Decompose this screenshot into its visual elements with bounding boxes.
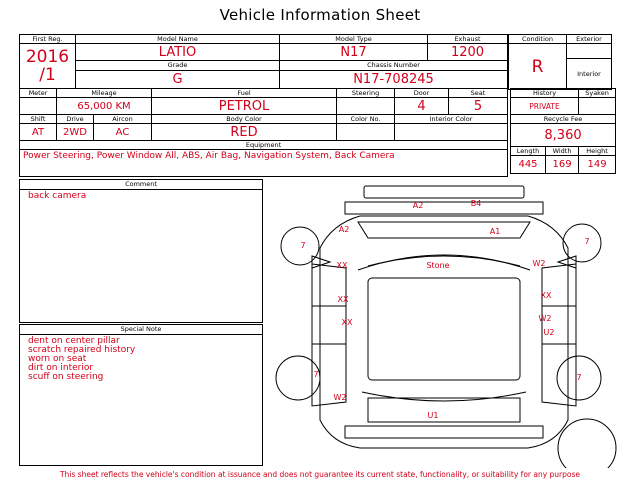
comment-text: back camera [28,191,87,201]
left-side-panel [312,264,346,406]
hood-shape [358,222,530,238]
roof [368,278,520,380]
mark-u1: U1 [427,411,439,420]
condition-value: R [509,44,567,90]
first-reg-value [20,44,76,89]
interior-color-label: Interior Color [395,115,508,124]
special-note-text: dent on center pillar scratch repaired history worn on seat dirt on interior scuff on steering [28,336,136,382]
steering-value [337,98,395,115]
special-note-label: Special Note [20,325,262,335]
mark-a1: A1 [489,227,501,236]
history-label: History [511,89,579,98]
disclaimer-footer: This sheet reflects the vehicle's condition at issuance and does not guarantee its current state, functionality, or suitability for any purpose [59,470,581,479]
seat-value: 5 [449,98,508,115]
drive-label: Drive [57,115,94,124]
mileage-value: 65,000 KM [57,98,152,115]
length-label: Length [511,147,546,156]
mark-b4: B4 [470,199,482,208]
mark-w2-front-right: W2 [532,259,546,268]
color-no-value [337,124,395,141]
steering-label: Steering [337,89,395,98]
mark-stone: Stone [426,261,450,270]
mark-u2: U2 [543,328,555,337]
interior-label: Interior [567,59,612,90]
aircon-label: Aircon [94,115,152,124]
width-label: Width [546,147,579,156]
width-value: 169 [546,156,579,174]
condition-table [508,34,612,90]
grade-label: Grade [76,61,280,71]
door-label: Door [395,89,449,98]
mark-tire-rear-left: 7 [313,370,319,379]
body-color-label: Body Color [152,115,337,124]
sheet-title: Vehicle Information Sheet [219,6,421,24]
mark-xx-mid-left: XX [337,295,349,304]
shift-value: AT [20,124,57,141]
comment-label: Comment [20,180,262,190]
chassis-label: Chassis Number [280,61,508,71]
recycle-fee-label: Recycle Fee [511,115,616,124]
exhaust-label: Exhaust [428,35,508,44]
specs-table [19,88,508,177]
syaken-value [579,98,616,115]
vehicle-info-table [19,34,508,89]
mark-xx-rear-left: XX [341,318,353,327]
door-value: 4 [395,98,449,115]
mark-xx-front-left: XX [336,261,348,270]
rear-bumper [345,426,543,438]
exterior-label: Exterior [567,35,612,44]
spare-tire [558,419,616,468]
mark-a2-hood: A2 [412,201,424,210]
mark-xx-mid-right: XX [540,291,552,300]
comment-box [19,179,263,323]
front-bumper [364,186,524,198]
first-reg-month: /1 [39,65,56,85]
height-value: 149 [579,156,616,174]
mark-w2-rear: W2 [333,393,347,402]
tire-front-right [563,224,601,262]
interior-color-value [395,124,508,141]
model-name-value: LATIO [76,44,280,61]
mark-tire-front-right: 7 [584,237,590,246]
fuel-value: PETROL [152,98,337,115]
seat-label: Seat [449,89,508,98]
recycle-fee-value: 8,360 [511,124,616,147]
chassis-value: N17-708245 [280,70,508,88]
mark-a2-left: A2 [338,225,350,234]
mark-tire-front-left: 7 [300,241,306,250]
car-body-outline [320,216,568,448]
equipment-value: Power Steering, Power Window All, ABS, Air Bag, Navigation System, Back Camera [20,150,508,177]
exhaust-value: 1200 [428,44,508,61]
hood-top [345,202,543,214]
shift-label: Shift [20,115,57,124]
height-label: Height [579,147,616,156]
first-reg-label: First Reg. [20,35,76,44]
model-type-label: Model Type [280,35,428,44]
drive-value: 2WD [57,124,94,141]
special-note-box [19,324,263,466]
syaken-label: Syaken [579,89,616,98]
color-no-label: Color No. [337,115,395,124]
model-name-label: Model Name [76,35,280,44]
aircon-value: AC [94,124,152,141]
mark-tire-rear-right: 7 [576,373,582,382]
body-color-value: RED [152,124,337,141]
model-type-value: N17 [280,44,428,61]
exterior-value [567,44,612,59]
mileage-label: Mileage [57,89,152,98]
meter-label: Meter [20,89,57,98]
history-value: PRIVATE [511,98,579,115]
grade-value: G [76,70,280,88]
rear-window [362,392,526,401]
car-damage-diagram [268,180,620,468]
fuel-label: Fuel [152,89,337,98]
mark-w2-mid-right: W2 [538,314,552,323]
length-value: 445 [511,156,546,174]
history-table [510,88,616,174]
first-reg-year: 2016 [25,47,70,67]
condition-label: Condition [509,35,567,44]
meter-value [20,98,57,115]
trunk [368,398,520,422]
equipment-label: Equipment [20,141,508,150]
